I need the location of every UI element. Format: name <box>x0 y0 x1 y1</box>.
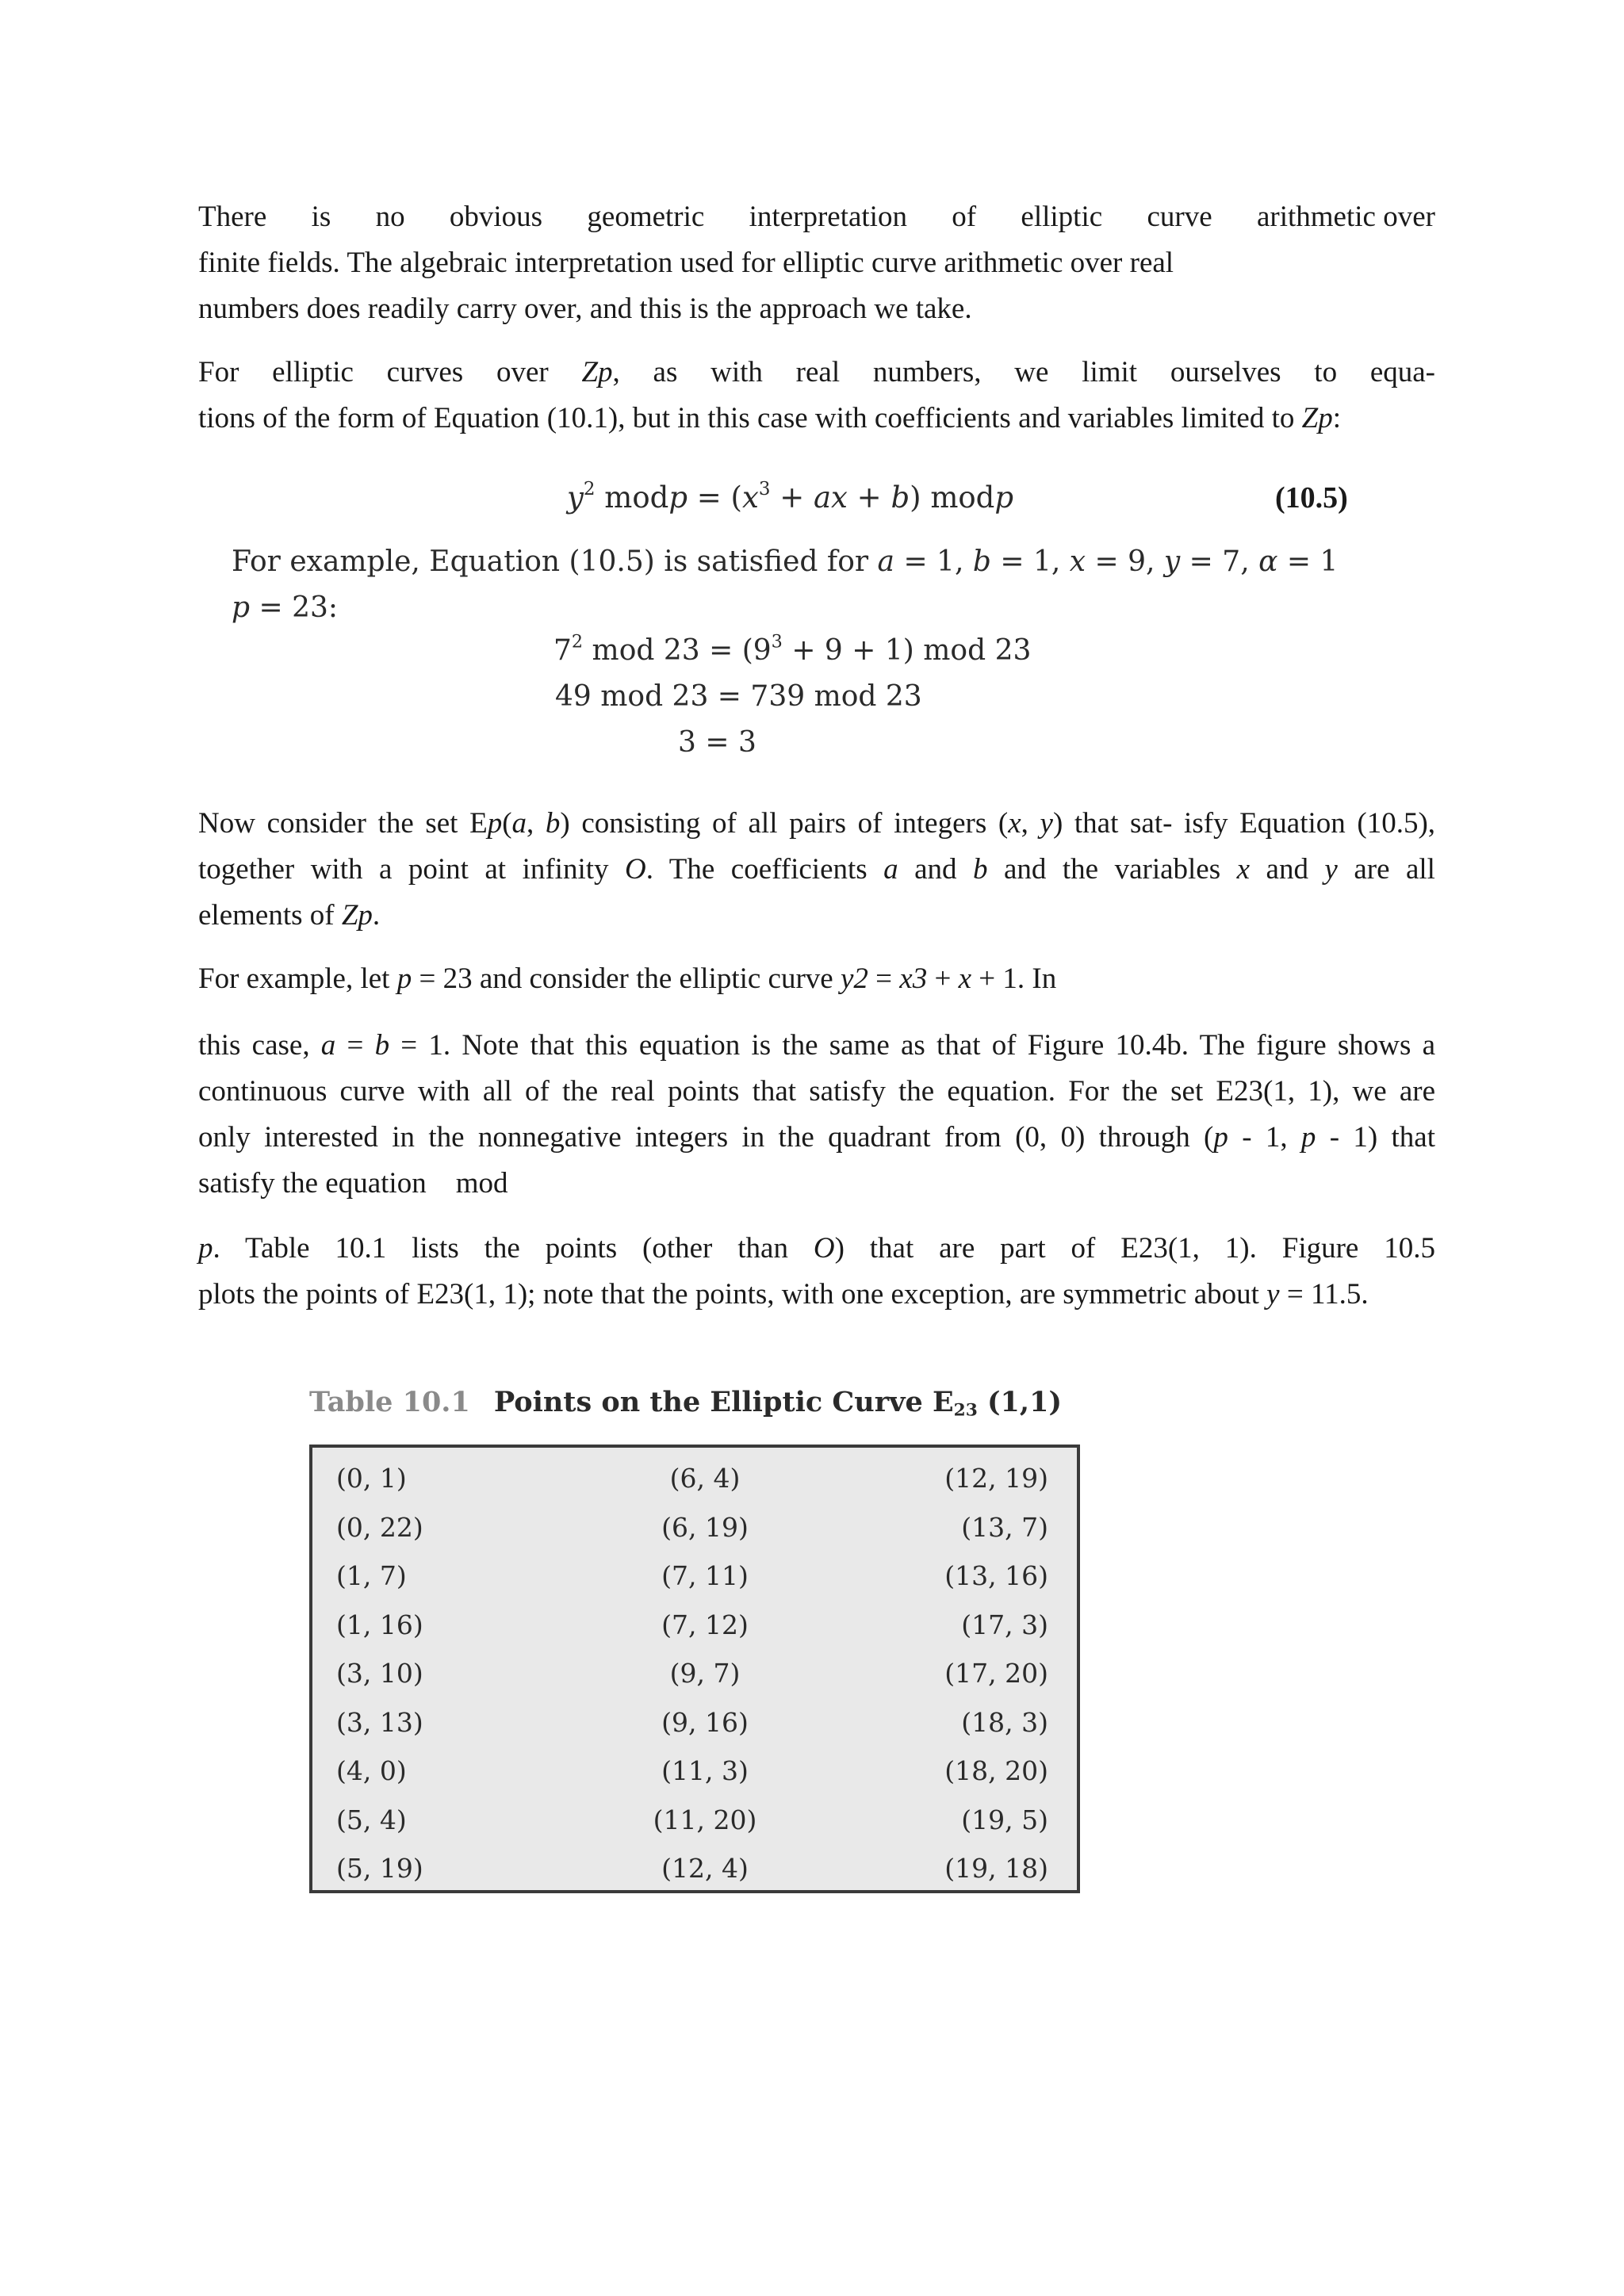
table-cell: (13, 16) <box>944 1560 1048 1592</box>
paragraph-line: For example, Equation (10.5) is satisfied for a = 1, b = 1, x = 9, y = 7, α = 1 <box>232 545 1339 578</box>
paragraph-line: numbers does readily carry over, and this is the approach we take. <box>198 293 972 325</box>
word: no <box>375 201 405 233</box>
word: is <box>311 201 331 233</box>
table-caption <box>309 1386 1063 1421</box>
table-cell: (3, 13) <box>336 1706 423 1738</box>
table-row <box>312 1503 1077 1552</box>
calc-line-1: $7^2$ mod $23 = (9^3 + 9 + 1)$ mod 23 <box>553 631 1032 667</box>
word: curve <box>1147 201 1212 233</box>
table-cell: (17, 20) <box>944 1658 1048 1689</box>
table-cell: (18, 3) <box>961 1706 1048 1738</box>
paragraph-line: this case, a = b = 1. Note that this equation is the same as that of Figure 10.4b. The figure shows a <box>198 1029 1436 1062</box>
paragraph-example-curve <box>198 956 1435 1002</box>
table-cell: (11, 3) <box>661 1755 749 1787</box>
table-row <box>312 1454 1077 1503</box>
word: arithmetic over <box>1256 201 1435 233</box>
table-cell: (0, 22) <box>336 1511 423 1543</box>
paragraph-line: Now consider the set Ep(a, b) consisting of all pairs of integers (x, y) that sat- isfy Equation (10.5), <box>198 807 1436 840</box>
paragraph-line: together with a point at infinity O. The coefficients a and b and the variables x and y are all <box>198 853 1435 886</box>
paragraph-line: tions of the form of Equation (10.1), but in this case with coefficients and variables limited to Zp: <box>198 402 1341 434</box>
paragraph-line: plots the points of E23(1, 1); note that the points, with one exception, are symmetric about y = 11.5. <box>198 1278 1369 1311</box>
paragraph-line: For elliptic curves over Zp, as with real numbers, we limit ourselves to equa- <box>198 356 1436 388</box>
table-cell: (0, 1) <box>336 1463 407 1494</box>
table-row <box>312 1844 1077 1893</box>
table-cell: (12, 4) <box>661 1853 749 1885</box>
paragraph-line <box>198 194 1435 240</box>
paragraph-line: only interested in the nonnegative integers in the quadrant from (0, 0) through (p - 1, p - 1) that <box>198 1121 1435 1154</box>
paragraph-line: finite fields. The algebraic interpretation used for elliptic curve arithmetic over real <box>198 247 1174 279</box>
table-cell: (11, 20) <box>653 1804 757 1835</box>
table-cell: (17, 3) <box>961 1609 1048 1640</box>
paragraph-line: satisfy the equation mod <box>198 1167 508 1200</box>
word: There <box>198 201 267 233</box>
word: geometric <box>587 201 705 233</box>
calc-line-3: 3 = 3 <box>678 726 756 759</box>
paragraph-line: p. Table 10.1 lists the points (other than O) that are part of E23(1, 1). Figure 10.5 <box>198 1232 1435 1265</box>
table-row <box>312 1649 1077 1698</box>
table-cell: (1, 16) <box>336 1609 423 1640</box>
table-cell: (3, 10) <box>336 1658 423 1689</box>
paragraph-table-intro <box>198 1226 1435 1318</box>
table-cell: (7, 11) <box>661 1560 749 1592</box>
table-cell: (6, 19) <box>661 1511 749 1543</box>
points-table <box>309 1445 1080 1893</box>
table-cell: (19, 18) <box>944 1853 1048 1885</box>
table-cell: (5, 4) <box>336 1804 407 1835</box>
table-body <box>312 1454 1077 1893</box>
word: of <box>952 201 977 233</box>
table-title: Points on the Elliptic Curve $E_{23}$ (1,1) <box>493 1386 1063 1421</box>
paragraph-zp-curves <box>198 350 1435 442</box>
table-row <box>312 1796 1077 1845</box>
table-cell: (1, 7) <box>336 1560 407 1592</box>
table-cell: (9, 16) <box>661 1706 749 1738</box>
table-cell: (18, 20) <box>944 1755 1048 1787</box>
equation-number: (10.5) <box>1275 481 1348 515</box>
table-cell: (7, 12) <box>661 1609 749 1640</box>
paragraph-e23 <box>198 1023 1435 1207</box>
table-row <box>312 1601 1077 1650</box>
table-cell: (4, 0) <box>336 1755 407 1787</box>
example-paragraph <box>232 539 1358 631</box>
word: interpretation <box>749 201 907 233</box>
paragraph-line: continuous curve with all of the real points that satisfy the equation. For the set E23(1, 1), we are <box>198 1075 1435 1108</box>
paragraph-line: elements of Zp. <box>198 899 381 932</box>
table-cell: (6, 4) <box>669 1463 741 1494</box>
paragraph-set-ep <box>198 801 1435 939</box>
paragraph-finite-fields <box>198 194 1435 332</box>
table-cell: (12, 19) <box>944 1463 1048 1494</box>
word: obvious <box>449 201 543 233</box>
table-cell: (5, 19) <box>336 1853 423 1885</box>
calc-line-2: 49 mod 23 = 739 mod 23 <box>555 680 922 713</box>
equation-10-5: $y^2$ modp = ($x^3$ + ax + b) modp <box>567 478 1014 515</box>
table-cell: (19, 5) <box>961 1804 1048 1835</box>
table-row <box>312 1747 1077 1796</box>
table-cell: (9, 7) <box>669 1658 741 1689</box>
word: elliptic <box>1021 201 1103 233</box>
paragraph-line: For example, let p = 23 and consider the elliptic curve y2 = x3 + x + 1. In <box>198 962 1057 995</box>
table-row <box>312 1698 1077 1747</box>
table-number: Table 10.1 <box>309 1386 470 1418</box>
paragraph-line: p = 23: <box>232 591 339 624</box>
table-row <box>312 1552 1077 1601</box>
table-cell: (13, 7) <box>961 1511 1048 1543</box>
